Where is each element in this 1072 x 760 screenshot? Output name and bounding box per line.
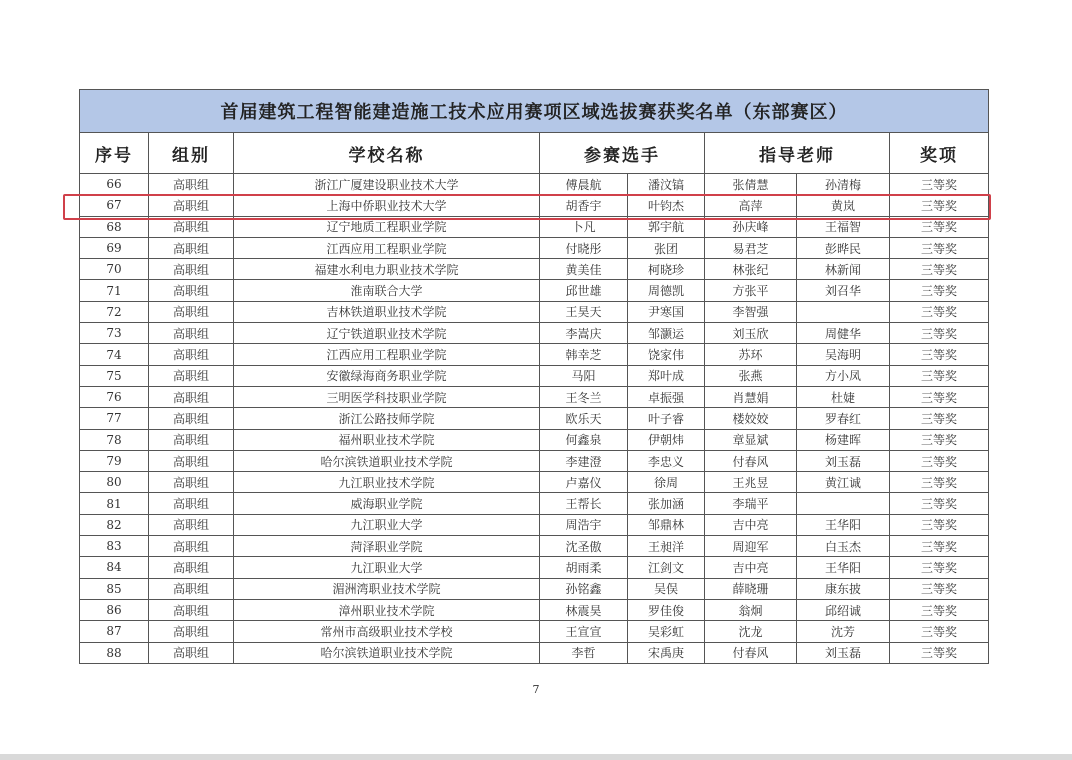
cell-award: 三等奖 [890, 450, 989, 471]
cell-instructor-1: 周迎军 [705, 536, 797, 557]
cell-instructor-2: 罗春红 [797, 408, 890, 429]
cell-instructor-2: 黄江诚 [797, 472, 890, 493]
table-row [80, 472, 989, 493]
cell-group: 高职组 [149, 174, 234, 195]
cell-group: 高职组 [149, 365, 234, 386]
cell-school: 菏泽职业学院 [234, 536, 540, 557]
cell-contestant-1: 王昊天 [540, 301, 628, 322]
table-row [80, 195, 989, 216]
cell-contestant-2: 罗佳俊 [628, 599, 705, 620]
table-row [80, 429, 989, 450]
cell-seq: 73 [80, 323, 149, 344]
title-row [80, 90, 989, 133]
cell-instructor-1: 李智强 [705, 301, 797, 322]
cell-seq: 69 [80, 237, 149, 258]
cell-instructor-1: 王兆昱 [705, 472, 797, 493]
cell-contestant-1: 马阳 [540, 365, 628, 386]
cell-contestant-2: 叶子睿 [628, 408, 705, 429]
cell-contestant-1: 何鑫泉 [540, 429, 628, 450]
cell-award: 三等奖 [890, 216, 989, 237]
cell-instructor-2: 沈芳 [797, 621, 890, 642]
cell-contestant-2: 王昶洋 [628, 536, 705, 557]
cell-seq: 78 [80, 429, 149, 450]
cell-school: 九江职业技术学院 [234, 472, 540, 493]
cell-award: 三等奖 [890, 472, 989, 493]
header-row [80, 133, 989, 174]
cell-award: 三等奖 [890, 429, 989, 450]
cell-contestant-2: 潘汶镐 [628, 174, 705, 195]
cell-instructor-2: 杨建晖 [797, 429, 890, 450]
cell-seq: 75 [80, 365, 149, 386]
cell-award: 三等奖 [890, 621, 989, 642]
cell-contestant-1: 王宣宣 [540, 621, 628, 642]
table-row [80, 514, 989, 535]
cell-instructor-2: 邱绍诚 [797, 599, 890, 620]
cell-instructor-1: 付春风 [705, 642, 797, 663]
page-bottom-edge [0, 754, 1072, 760]
cell-school: 威海职业学院 [234, 493, 540, 514]
cell-school: 哈尔滨铁道职业技术学院 [234, 450, 540, 471]
cell-school: 湄洲湾职业技术学院 [234, 578, 540, 599]
cell-contestant-2: 吴彩虹 [628, 621, 705, 642]
cell-award: 三等奖 [890, 557, 989, 578]
cell-school: 江西应用工程职业学院 [234, 344, 540, 365]
table-row [80, 174, 989, 195]
cell-instructor-2: 林新闻 [797, 259, 890, 280]
cell-group: 高职组 [149, 429, 234, 450]
cell-school: 浙江公路技师学院 [234, 408, 540, 429]
cell-contestant-2: 尹寒国 [628, 301, 705, 322]
awards-table [79, 89, 989, 664]
cell-group: 高职组 [149, 536, 234, 557]
cell-school: 三明医学科技职业学院 [234, 386, 540, 407]
cell-instructor-1: 苏环 [705, 344, 797, 365]
cell-contestant-2: 卓振强 [628, 386, 705, 407]
cell-instructor-2: 刘玉磊 [797, 450, 890, 471]
cell-instructor-2: 王福智 [797, 216, 890, 237]
cell-school: 辽宁铁道职业技术学院 [234, 323, 540, 344]
cell-group: 高职组 [149, 621, 234, 642]
header-group: 组别 [149, 133, 234, 174]
cell-seq: 66 [80, 174, 149, 195]
cell-school: 吉林铁道职业技术学院 [234, 301, 540, 322]
cell-school: 漳州职业技术学院 [234, 599, 540, 620]
cell-instructor-2: 白玉杰 [797, 536, 890, 557]
cell-contestant-2: 柯晓珍 [628, 259, 705, 280]
cell-group: 高职组 [149, 450, 234, 471]
cell-contestant-1: 李哲 [540, 642, 628, 663]
header-instructors: 指导老师 [705, 133, 890, 174]
cell-seq: 71 [80, 280, 149, 301]
cell-contestant-1: 付晓彤 [540, 237, 628, 258]
cell-contestant-1: 邱世雄 [540, 280, 628, 301]
cell-award: 三等奖 [890, 386, 989, 407]
cell-instructor-1: 楼姣姣 [705, 408, 797, 429]
cell-group: 高职组 [149, 259, 234, 280]
cell-group: 高职组 [149, 301, 234, 322]
cell-seq: 83 [80, 536, 149, 557]
cell-instructor-1: 高萍 [705, 195, 797, 216]
cell-instructor-1: 肖慧娟 [705, 386, 797, 407]
cell-award: 三等奖 [890, 195, 989, 216]
cell-seq: 82 [80, 514, 149, 535]
cell-contestant-2: 徐周 [628, 472, 705, 493]
cell-contestant-1: 周浩宇 [540, 514, 628, 535]
cell-contestant-1: 沈圣傲 [540, 536, 628, 557]
cell-award: 三等奖 [890, 408, 989, 429]
cell-award: 三等奖 [890, 259, 989, 280]
cell-group: 高职组 [149, 514, 234, 535]
cell-award: 三等奖 [890, 642, 989, 663]
cell-award: 三等奖 [890, 323, 989, 344]
cell-instructor-2: 方小凤 [797, 365, 890, 386]
cell-instructor-2: 王华阳 [797, 514, 890, 535]
cell-instructor-1: 吉中亮 [705, 557, 797, 578]
cell-award: 三等奖 [890, 174, 989, 195]
cell-seq: 80 [80, 472, 149, 493]
table-row [80, 557, 989, 578]
table-row [80, 386, 989, 407]
cell-contestant-2: 宋禹庚 [628, 642, 705, 663]
table-row [80, 578, 989, 599]
cell-contestant-1: 胡雨柔 [540, 557, 628, 578]
cell-instructor-1: 林张纪 [705, 259, 797, 280]
cell-instructor-2: 王华阳 [797, 557, 890, 578]
cell-contestant-2: 张团 [628, 237, 705, 258]
cell-group: 高职组 [149, 195, 234, 216]
page-number: 7 [532, 683, 540, 696]
cell-contestant-1: 欧乐天 [540, 408, 628, 429]
cell-contestant-2: 叶钧杰 [628, 195, 705, 216]
cell-instructor-1: 沈龙 [705, 621, 797, 642]
cell-seq: 84 [80, 557, 149, 578]
cell-school: 辽宁地质工程职业学院 [234, 216, 540, 237]
cell-award: 三等奖 [890, 599, 989, 620]
cell-school: 常州市高级职业技术学校 [234, 621, 540, 642]
table-row [80, 621, 989, 642]
cell-seq: 79 [80, 450, 149, 471]
cell-seq: 67 [80, 195, 149, 216]
cell-school: 浙江广厦建设职业技术大学 [234, 174, 540, 195]
cell-seq: 85 [80, 578, 149, 599]
cell-instructor-1: 易君芝 [705, 237, 797, 258]
cell-contestant-1: 李建澄 [540, 450, 628, 471]
cell-group: 高职组 [149, 408, 234, 429]
table-row [80, 323, 989, 344]
cell-contestant-1: 傅晨航 [540, 174, 628, 195]
cell-instructor-2: 康东披 [797, 578, 890, 599]
cell-instructor-1: 付春风 [705, 450, 797, 471]
cell-contestant-2: 周德凯 [628, 280, 705, 301]
cell-contestant-2: 吴俣 [628, 578, 705, 599]
cell-instructor-1: 章显斌 [705, 429, 797, 450]
cell-seq: 68 [80, 216, 149, 237]
cell-group: 高职组 [149, 557, 234, 578]
cell-school: 上海中侨职业技术大学 [234, 195, 540, 216]
cell-award: 三等奖 [890, 578, 989, 599]
cell-school: 安徽绿海商务职业学院 [234, 365, 540, 386]
cell-instructor-1: 刘玉欣 [705, 323, 797, 344]
cell-instructor-2: 刘召华 [797, 280, 890, 301]
table-row [80, 259, 989, 280]
cell-school: 九江职业大学 [234, 557, 540, 578]
table-row [80, 599, 989, 620]
cell-seq: 86 [80, 599, 149, 620]
cell-instructor-1: 李瑞平 [705, 493, 797, 514]
cell-contestant-1: 王冬兰 [540, 386, 628, 407]
table-row [80, 408, 989, 429]
header-seq: 序号 [80, 133, 149, 174]
table-row [80, 493, 989, 514]
cell-instructor-1: 薛晓珊 [705, 578, 797, 599]
cell-instructor-1: 张倩慧 [705, 174, 797, 195]
cell-instructor-1: 翁炯 [705, 599, 797, 620]
cell-seq: 87 [80, 621, 149, 642]
cell-award: 三等奖 [890, 301, 989, 322]
cell-instructor-2: 杜婕 [797, 386, 890, 407]
cell-instructor-1: 吉中亮 [705, 514, 797, 535]
cell-instructor-1: 方张平 [705, 280, 797, 301]
cell-group: 高职组 [149, 280, 234, 301]
cell-contestant-1: 李嵩庆 [540, 323, 628, 344]
cell-seq: 88 [80, 642, 149, 663]
cell-contestant-1: 王帮长 [540, 493, 628, 514]
cell-contestant-2: 张加涵 [628, 493, 705, 514]
table-row [80, 536, 989, 557]
cell-group: 高职组 [149, 578, 234, 599]
table-row [80, 237, 989, 258]
cell-contestant-2: 郑叶成 [628, 365, 705, 386]
cell-contestant-1: 韩幸芝 [540, 344, 628, 365]
cell-group: 高职组 [149, 472, 234, 493]
cell-school: 哈尔滨铁道职业技术学院 [234, 642, 540, 663]
cell-school: 九江职业大学 [234, 514, 540, 535]
table-row [80, 365, 989, 386]
cell-contestant-2: 饶家伟 [628, 344, 705, 365]
document-title: 首届建筑工程智能建造施工技术应用赛项区域选拔赛获奖名单（东部赛区） [80, 90, 989, 133]
cell-instructor-2 [797, 301, 890, 322]
cell-contestant-1: 卜凡 [540, 216, 628, 237]
cell-instructor-2: 孙清梅 [797, 174, 890, 195]
cell-seq: 76 [80, 386, 149, 407]
cell-contestant-1: 胡香宇 [540, 195, 628, 216]
cell-contestant-2: 江剑文 [628, 557, 705, 578]
cell-instructor-2: 吴海明 [797, 344, 890, 365]
cell-school: 福建水利电力职业技术学院 [234, 259, 540, 280]
cell-contestant-1: 卢嘉仪 [540, 472, 628, 493]
cell-seq: 72 [80, 301, 149, 322]
cell-seq: 81 [80, 493, 149, 514]
cell-award: 三等奖 [890, 344, 989, 365]
cell-group: 高职组 [149, 493, 234, 514]
cell-seq: 74 [80, 344, 149, 365]
cell-contestant-2: 郭宇航 [628, 216, 705, 237]
cell-instructor-2: 刘玉磊 [797, 642, 890, 663]
cell-contestant-2: 伊朝炜 [628, 429, 705, 450]
cell-contestant-1: 林震昊 [540, 599, 628, 620]
cell-contestant-2: 邹鼎林 [628, 514, 705, 535]
cell-group: 高职组 [149, 599, 234, 620]
table-row [80, 216, 989, 237]
table-row [80, 450, 989, 471]
header-contestants: 参赛选手 [540, 133, 705, 174]
cell-instructor-1: 张燕 [705, 365, 797, 386]
header-school: 学校名称 [234, 133, 540, 174]
cell-school: 江西应用工程职业学院 [234, 237, 540, 258]
cell-award: 三等奖 [890, 493, 989, 514]
cell-group: 高职组 [149, 642, 234, 663]
cell-group: 高职组 [149, 237, 234, 258]
cell-award: 三等奖 [890, 237, 989, 258]
table-row [80, 301, 989, 322]
table-body [80, 174, 989, 664]
table-row [80, 280, 989, 301]
header-award: 奖项 [890, 133, 989, 174]
table-row [80, 642, 989, 663]
cell-instructor-2 [797, 493, 890, 514]
cell-instructor-2: 彭晔民 [797, 237, 890, 258]
cell-instructor-1: 孙庆峰 [705, 216, 797, 237]
cell-award: 三等奖 [890, 514, 989, 535]
cell-contestant-2: 邹灏运 [628, 323, 705, 344]
cell-instructor-2: 黄岚 [797, 195, 890, 216]
table-row [80, 344, 989, 365]
cell-seq: 77 [80, 408, 149, 429]
cell-group: 高职组 [149, 386, 234, 407]
cell-contestant-1: 孙铭鑫 [540, 578, 628, 599]
cell-award: 三等奖 [890, 280, 989, 301]
cell-school: 淮南联合大学 [234, 280, 540, 301]
cell-instructor-2: 周健华 [797, 323, 890, 344]
cell-award: 三等奖 [890, 365, 989, 386]
cell-school: 福州职业技术学院 [234, 429, 540, 450]
cell-contestant-1: 黄美佳 [540, 259, 628, 280]
cell-group: 高职组 [149, 216, 234, 237]
cell-group: 高职组 [149, 323, 234, 344]
cell-award: 三等奖 [890, 536, 989, 557]
cell-group: 高职组 [149, 344, 234, 365]
cell-seq: 70 [80, 259, 149, 280]
cell-contestant-2: 李忠义 [628, 450, 705, 471]
